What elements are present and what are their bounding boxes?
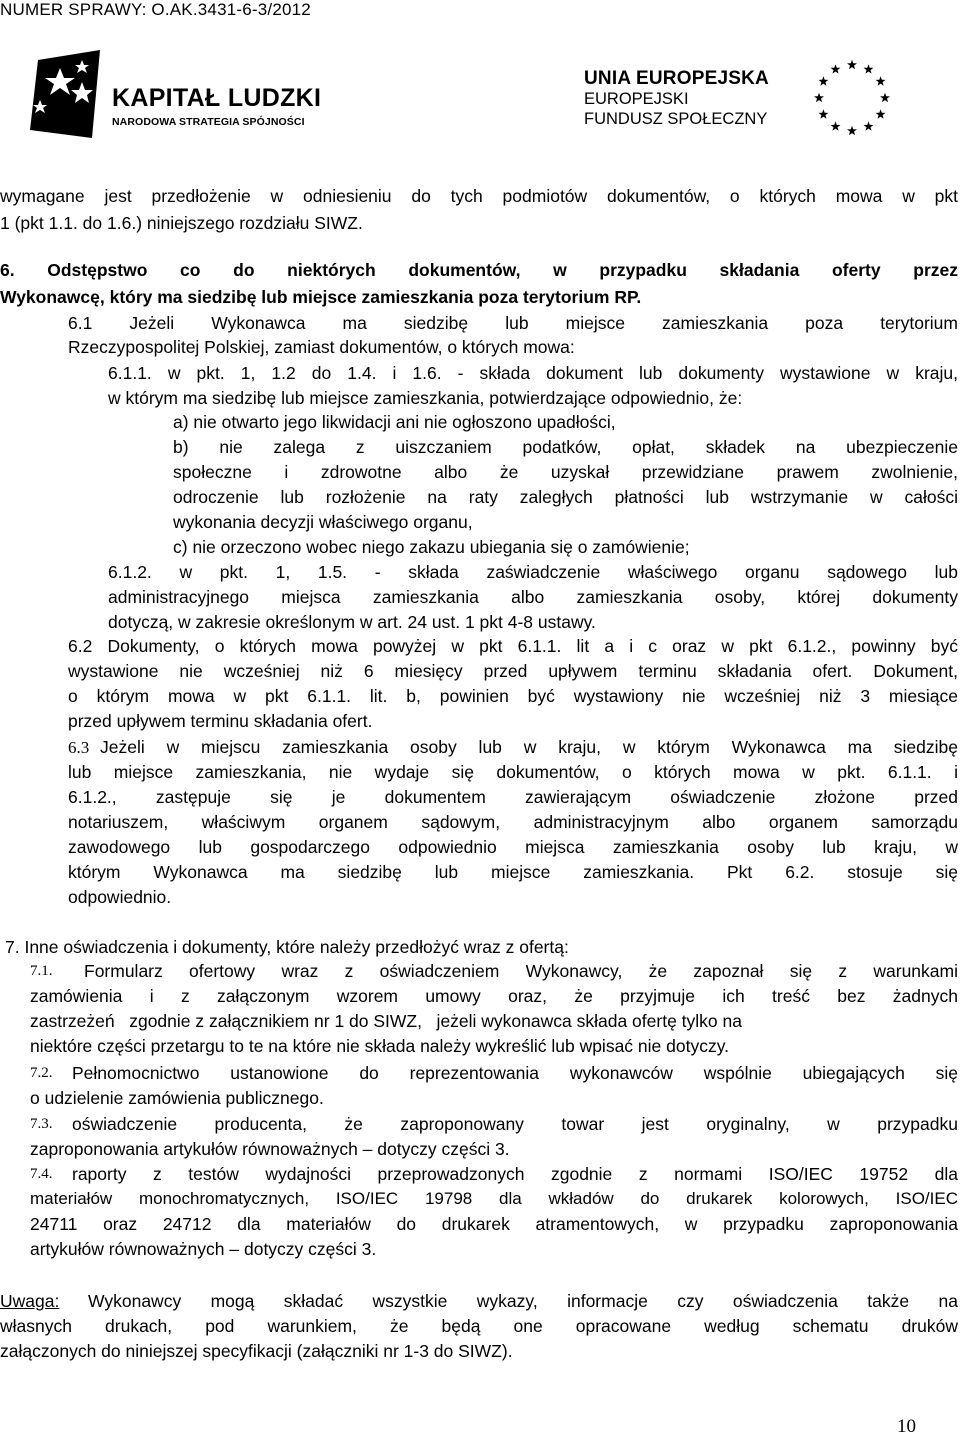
paragraph-line: artykułów równoważnych – dotyczy części 3. [30,1239,377,1259]
section-number: 6.3 [68,738,90,757]
paragraph-line: w którym ma siedzibę lub miejsce zamieszkania, potwierdzające odpowiednio, że: [108,388,743,408]
kapital-ludzki-logo [30,50,330,140]
note-label: Uwaga: [0,1291,60,1311]
paragraph-line: wystawione nie wcześniej niż 6 miesięcy przed upływem terminu składania ofert. Dokument, [68,661,958,681]
eu-star [847,126,857,135]
page-number: 10 [897,1416,916,1437]
paragraph-line: dotyczą, w zakresie określonym w art. 24 ust. 1 pkt 4-8 ustawy. [108,612,596,632]
case-number: NUMER SPRAWY: O.AK.3431-6-3/2012 [0,0,311,19]
eu-star [831,121,841,130]
eu-star [831,64,841,73]
logo-title: KAPITAŁ LUDZKI [112,84,322,112]
paragraph-line: oświadczenie producenta, że zaproponowany towar jest oryginalny, w przypadku [72,1114,958,1134]
list-item: odroczenie lub rozłożenie na raty zaległych płatności lub wstrzymanie w całości [173,487,958,507]
section-6-heading: 6. Odstępstwo co do niektórych dokumentów, w przypadku składania oferty przez [0,260,958,280]
list-item: c) nie orzeczono wobec niego zakazu ubiegania się o zamówienie; [173,537,690,557]
paragraph-line: o którym mowa w pkt 6.1.1. lit. b, powinien być wystawiony nie wcześniej niż 3 miesiące [68,686,958,706]
eu-star [847,60,857,69]
list-item: społeczne i zdrowotne albo że uzyskał przewidziane prawem zwolnienie, [173,462,958,482]
eu-star [880,93,890,102]
section-number: 7.1. [30,963,53,979]
eu-star [814,93,824,102]
section-6-heading: Wykonawcę, który ma siedzibę lub miejsce zamieszkania poza terytorium RP. [0,287,642,307]
paragraph-line: Rzeczypospolitej Polskiej, zamiast dokumentów, o których mowa: [68,337,575,357]
list-item: wykonania decyzji właściwego organu, [173,512,473,532]
paragraph-line: zaproponowania artykułów równoważnych – dotyczy części 3. [30,1139,510,1159]
intro-line: 1 (pkt 1.1. do 1.6.) niniejszego rozdziału SIWZ. [0,213,363,233]
paragraph-line: niektóre części przetargu to te na które nie składa należy wykreślić lub wpisać nie dotyczy. [30,1036,730,1056]
paragraph-line: Jeżeli w miejscu zamieszkania osoby lub w kraju, w którym Wykonawca ma siedzibę [100,737,958,757]
paragraph-line: zastrzeżeń zgodnie z załącznikiem nr 1 do SIWZ, jeżeli wykonawca składa ofertę tylko na [30,1011,742,1031]
paragraph-line: materiałów monochromatycznych, ISO/IEC 19798 dla wkładów do drukarek kolorowych, ISO/IEC [30,1189,958,1208]
note-line: Wykonawcy mogą składać wszystkie wykazy, informacje czy oświadczenia także na [88,1291,958,1311]
paragraph-line: zamówienia i z załączonym wzorem umowy oraz, że przyjmuje ich treść bez żadnych [30,986,958,1006]
eu-star [876,109,886,118]
note-line: załączonych do niniejszej specyfikacji (załączniki nr 1-3 do SIWZ). [0,1341,513,1361]
eu-star [864,64,874,73]
ue-line2: EUROPEJSKI [584,90,689,109]
paragraph-line: notariuszem, właściwym organem sądowym, administracyjnym albo organem samorządu [68,812,958,832]
ue-efs-logo [584,62,914,142]
eu-flag-icon [810,56,894,140]
section-number: 7.2. [30,1065,53,1081]
paragraph-line: Pełnomocnictwo ustanowione do reprezentowania wykonawców wspólnie ubiegających się [72,1063,958,1083]
section-number: 7.4. [30,1166,53,1182]
paragraph-line: lub miejsce zamieszkania, nie wydaje się dokumentów, o których mowa w pkt. 6.1.1. i [68,762,958,782]
paragraph-line: 6.1 Jeżeli Wykonawca ma siedzibę lub miejsce zamieszkania poza terytorium [68,313,958,333]
list-item: a) nie otwarto jego likwidacji ani nie ogłoszono upadłości, [173,412,616,432]
paragraph-line: 6.1.1. w pkt. 1, 1.2 do 1.4. i 1.6. - składa dokument lub dokumenty wystawione w kraju, [108,363,958,383]
paragraph-line: Formularz ofertowy wraz z oświadczeniem Wykonawcy, że zapoznał się z warunkami [84,961,958,981]
paragraph-line: przed upływem terminu składania ofert. [68,711,373,731]
note-line: własnych drukach, pod warunkiem, że będą one opracowane według schematu druków [0,1316,958,1336]
paragraph-line: o udzielenie zamówienia publicznego. [30,1088,324,1108]
paragraph-line: odpowiednio. [68,887,172,907]
paragraph-line: 6.1.2., zastępuje się je dokumentem zawierającym oświadczenie złożone przed [68,787,958,807]
paragraph-line: administracyjnego miejsca zamieszkania albo zamieszkania osoby, której dokumenty [108,587,958,607]
section-number: 7.3. [30,1116,53,1132]
list-item: b) nie zalega z uiszczaniem podatków, opłat, składek na ubezpieczenie [173,437,958,457]
intro-line: wymagane jest przedłożenie w odniesieniu do tych podmiotów dokumentów, o których mowa w pkt [0,186,958,206]
logo-subtitle: NARODOWA STRATEGIA SPÓJNOŚCI [112,116,305,128]
paragraph-line: 6.1.2. w pkt. 1, 1.5. - składa zaświadczenie właściwego organu sądowego lub [108,562,958,582]
ue-line3: FUNDUSZ SPOŁECZNY [584,109,768,128]
kapital-ludzki-logo-icon [30,50,108,140]
paragraph-line: zawodowego lub gospodarczego odpowiednio miejsca zamieszkania osoby lub kraju, w [68,837,958,857]
eu-star [864,121,874,130]
eu-star [818,76,828,85]
ue-title: UNIA EUROPEJSKA [584,68,769,89]
section-7-heading: 7. Inne oświadczenia i dokumenty, które należy przedłożyć wraz z ofertą: [5,937,569,957]
paragraph-line: którym Wykonawca ma siedzibę lub miejsce zamieszkania. Pkt 6.2. stosuje się [68,862,958,882]
eu-star [818,109,828,118]
eu-star [876,76,886,85]
paragraph-line: raporty z testów wydajności przeprowadzonych zgodnie z normami ISO/IEC 19752 dla [72,1164,958,1184]
paragraph-line: 6.2 Dokumenty, o których mowa powyżej w pkt 6.1.1. lit a i c oraz w pkt 6.1.2., powinny być [68,636,958,656]
paragraph-line: 24711 oraz 24712 dla materiałów do drukarek atramentowych, w przypadku zaproponowania [30,1214,958,1234]
